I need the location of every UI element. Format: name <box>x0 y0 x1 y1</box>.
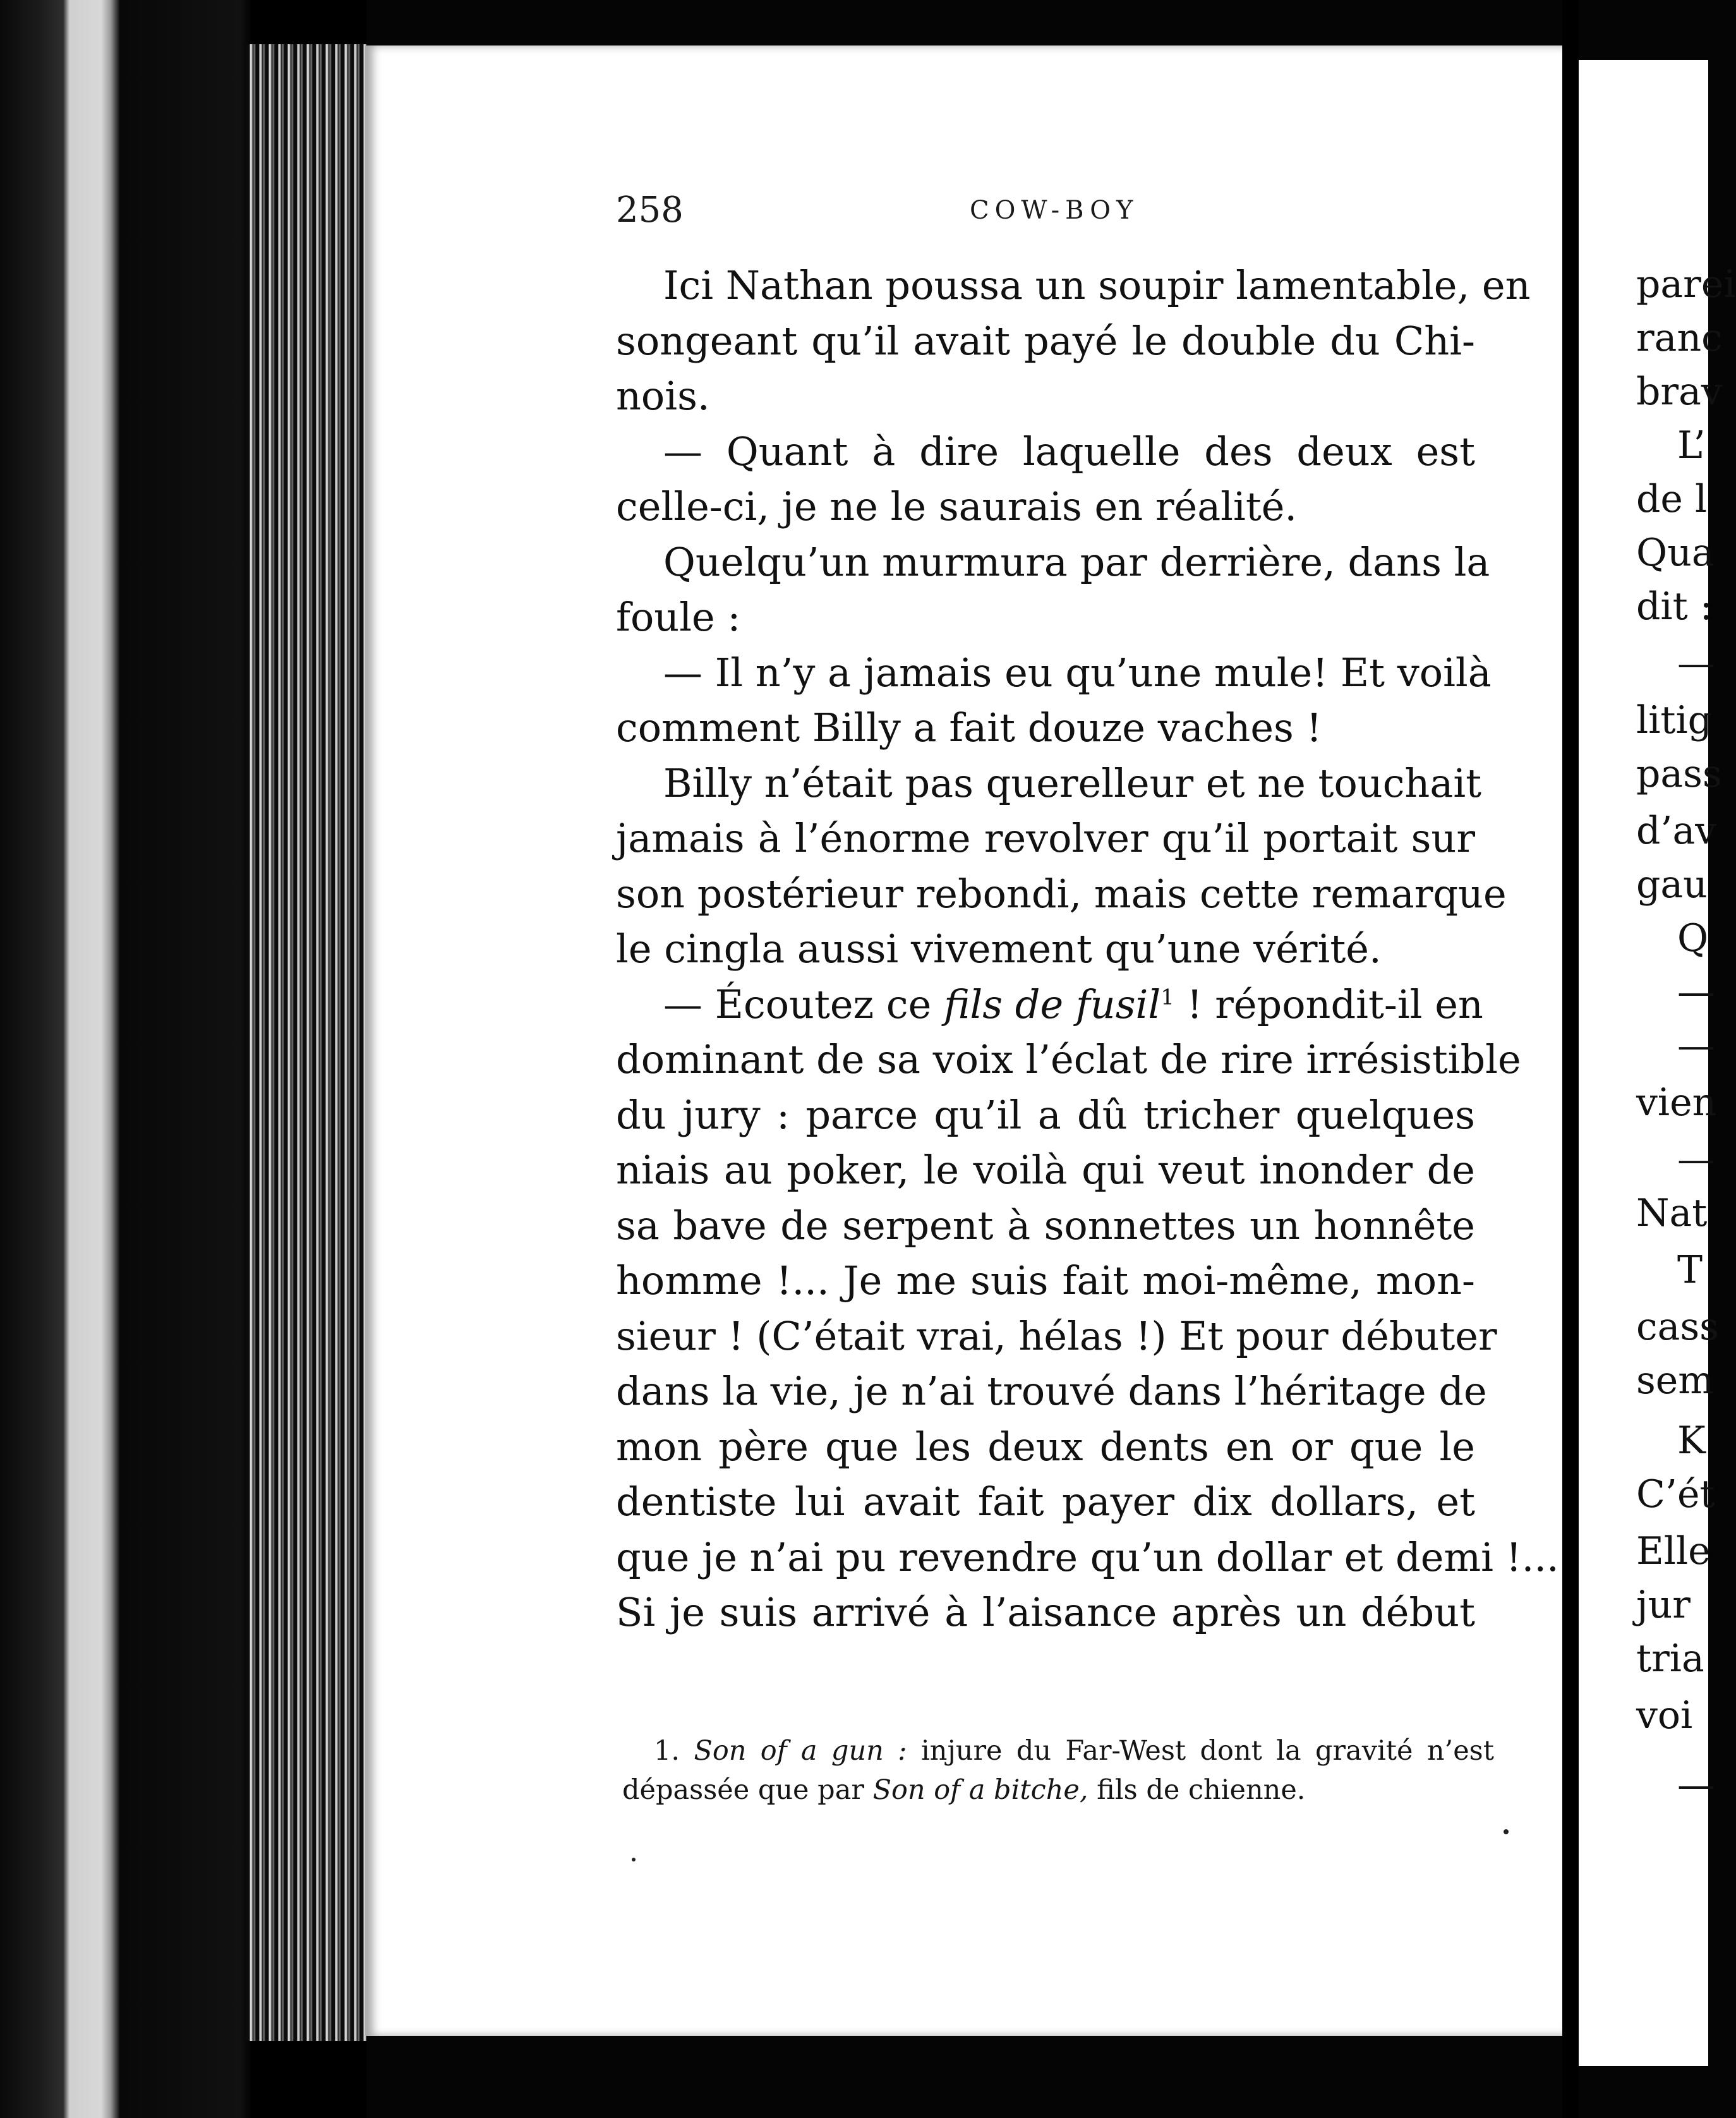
footnote-number: 1. <box>654 1735 680 1767</box>
next-page-text: Q <box>1677 916 1709 960</box>
next-page-text: sem <box>1636 1359 1715 1403</box>
next-page-text: dit : <box>1636 584 1713 629</box>
text-line: homme !... Je me suis fait moi-même, mon- <box>616 1257 1475 1304</box>
next-page-text: — <box>1677 970 1715 1014</box>
ink-speck <box>632 1858 636 1861</box>
text-line: niais au poker, le voilà qui veut inonder de <box>616 1147 1475 1193</box>
text-line: dentiste lui avait fait payer dix dollars, et <box>616 1479 1475 1525</box>
text-line: — Il n’y a jamais eu qu’une mule! Et voilà <box>663 649 1492 696</box>
next-page-text: — <box>1677 1137 1715 1182</box>
footnote-text: injure du Far-West dont la gravité n’est <box>907 1735 1494 1767</box>
text-line: jamais à l’énorme revolver qu’il portait sur <box>616 815 1475 861</box>
line-end: ! répondit-il en <box>1174 981 1483 1027</box>
next-page-text: voi <box>1636 1693 1693 1738</box>
text-line: Quelqu’un murmura par derrière, dans la <box>663 538 1490 585</box>
text-line: que je n’ai pu revendre qu’un dollar et demi !... <box>616 1534 1559 1580</box>
text-line: sa bave de serpent à sonnettes un honnête <box>616 1202 1475 1249</box>
text-line: sieur ! (C’était vrai, hélas !) Et pour débuter <box>616 1312 1497 1359</box>
next-page-text: Nat <box>1636 1191 1708 1235</box>
next-page-text: parei <box>1636 262 1736 306</box>
next-page-text: d’av <box>1636 809 1717 853</box>
next-page-text: — <box>1677 641 1715 686</box>
text-line: comment Billy a fait douze vaches ! <box>616 705 1322 751</box>
text-line: mon père que les deux dents en or que le <box>616 1423 1475 1470</box>
text-line: Billy n’était pas querelleur et ne touchait <box>663 759 1482 806</box>
next-page-text: brav <box>1636 370 1723 414</box>
text-line: dominant de sa voix l’éclat de rire irrésistible <box>616 1036 1521 1082</box>
next-page-text: litig <box>1636 698 1713 742</box>
running-title: COW-BOY <box>970 196 1139 225</box>
next-page-text: — <box>1677 1024 1715 1068</box>
next-page-text: ranc <box>1636 316 1723 360</box>
footnote-line <box>622 1731 1494 1770</box>
next-page-text: C’ét <box>1636 1472 1715 1516</box>
text-line: son postérieur rebondi, mais cette remarque <box>616 870 1507 917</box>
footnote <box>622 1731 1494 1810</box>
book-gutter <box>1562 0 1579 2118</box>
next-page-text: cass <box>1636 1305 1719 1349</box>
text-line: foule : <box>616 594 741 640</box>
page-edges <box>246 44 366 2041</box>
text-line: nois. <box>616 373 710 419</box>
next-page-text: L’ <box>1677 423 1706 468</box>
line-start: — Écoutez ce <box>663 981 944 1027</box>
next-page-text: T <box>1677 1248 1703 1292</box>
text-line: le cingla aussi vivement qu’une vérité. <box>616 926 1382 972</box>
text-line: Ici Nathan poussa un soupir lamentable, en <box>663 262 1531 308</box>
text-line: dans la vie, je n’ai trouvé dans l’héritage de <box>616 1368 1487 1414</box>
next-page-text: K <box>1677 1419 1706 1463</box>
footnote-text: fils de chienne. <box>1088 1774 1306 1806</box>
italic-phrase: fils de fusil <box>944 981 1161 1027</box>
page-header <box>616 190 1488 231</box>
footnote-line <box>622 1770 1494 1810</box>
next-page-text: — <box>1677 1763 1715 1807</box>
next-page-text: Qua <box>1636 531 1715 575</box>
text-line <box>616 977 1483 1032</box>
text-line: Si je suis arrivé à l’aisance après un début <box>616 1589 1475 1635</box>
body-text <box>616 258 1559 1640</box>
footnote-text: dépassée que par <box>622 1774 873 1806</box>
next-page-text: jur <box>1636 1583 1691 1627</box>
next-page-text: pass <box>1636 752 1722 796</box>
next-page-text: vien <box>1636 1080 1717 1125</box>
footnote-italic: Son of a bitche, <box>872 1774 1088 1806</box>
page-number: 258 <box>616 190 684 231</box>
next-page-text: gau <box>1636 862 1708 907</box>
footnote-italic: Son of a gun : <box>694 1735 907 1767</box>
text-line: — Quant à dire laquelle des deux est <box>663 428 1475 475</box>
footnote-marker: 1 <box>1160 984 1174 1010</box>
next-page-text: tria <box>1636 1637 1704 1681</box>
text-line: celle-ci, je ne le saurais en réalité. <box>616 483 1298 530</box>
text-line: du jury : parce qu’il a dû tricher quelques <box>616 1091 1475 1138</box>
text-line: songeant qu’il avait payé le double du Chi- <box>616 317 1475 364</box>
next-page-text: de l <box>1636 477 1708 521</box>
ink-speck <box>1504 1829 1509 1834</box>
next-page-text: Elle <box>1636 1529 1711 1573</box>
